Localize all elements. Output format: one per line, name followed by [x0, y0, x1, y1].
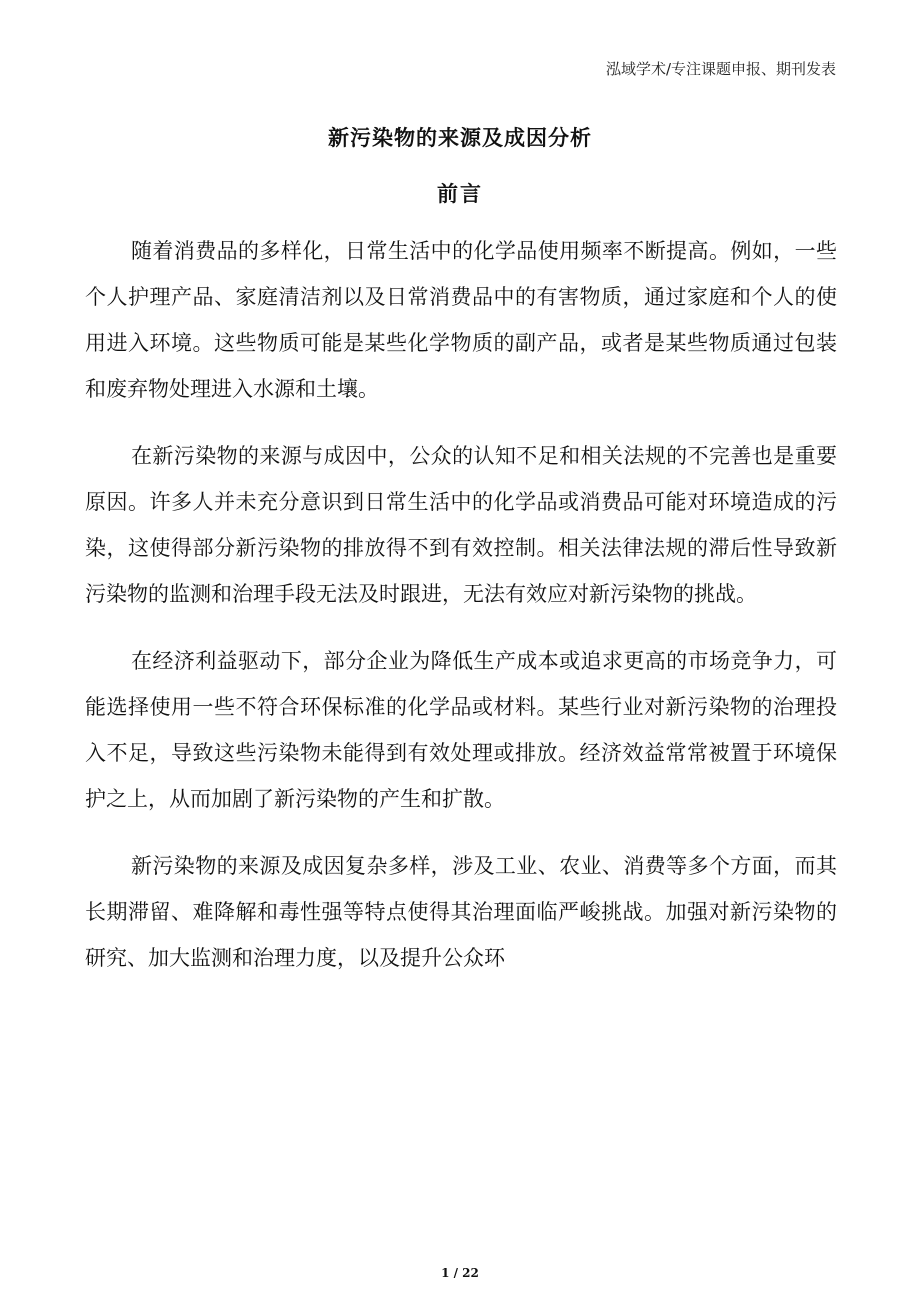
document-title: 新污染物的来源及成因分析	[328, 126, 592, 150]
header-note: 泓域学术/专注课题申报、期刊发表	[605, 60, 836, 78]
page-number: 1 / 22	[441, 1266, 479, 1280]
document-body	[85, 228, 837, 1002]
paragraph-2: 在新污染物的来源与成因中，公众的认知不足和相关法规的不完善也是重要原因。许多人并未充分意识到日常生活中的化学品或消费品可能对环境造成的污染，这使得部分新污染物的排放得不到有效控制。相关法律法规的滞后性导致新污染物的监测和治理手段无法及时跟进，无法有效应对新污染物的挑战。	[85, 444, 837, 606]
paragraph-1: 随着消费品的多样化，日常生活中的化学品使用频率不断提高。例如，一些个人护理产品、家庭清洁剂以及日常消费品中的有害物质，通过家庭和个人的使用进入环境。这些物质可能是某些化学物质的副产品，或者是某些物质通过包装和废弃物处理进入水源和土壤。	[85, 239, 837, 401]
paragraph-4: 新污染物的来源及成因复杂多样，涉及工业、农业、消费等多个方面，而其长期滞留、难降解和毒性强等特点使得其治理面临严峻挑战。加强对新污染物的研究、加大监测和治理力度，以及提升公众环	[85, 854, 837, 970]
section-heading-preface: 前言	[437, 182, 483, 206]
paragraph-3: 在经济利益驱动下，部分企业为降低生产成本或追求更高的市场竞争力，可能选择使用一些不符合环保标准的化学品或材料。某些行业对新污染物的治理投入不足，导致这些污染物未能得到有效处理或排放。经济效益常常被置于环境保护之上，从而加剧了新污染物的产生和扩散。	[85, 649, 837, 811]
